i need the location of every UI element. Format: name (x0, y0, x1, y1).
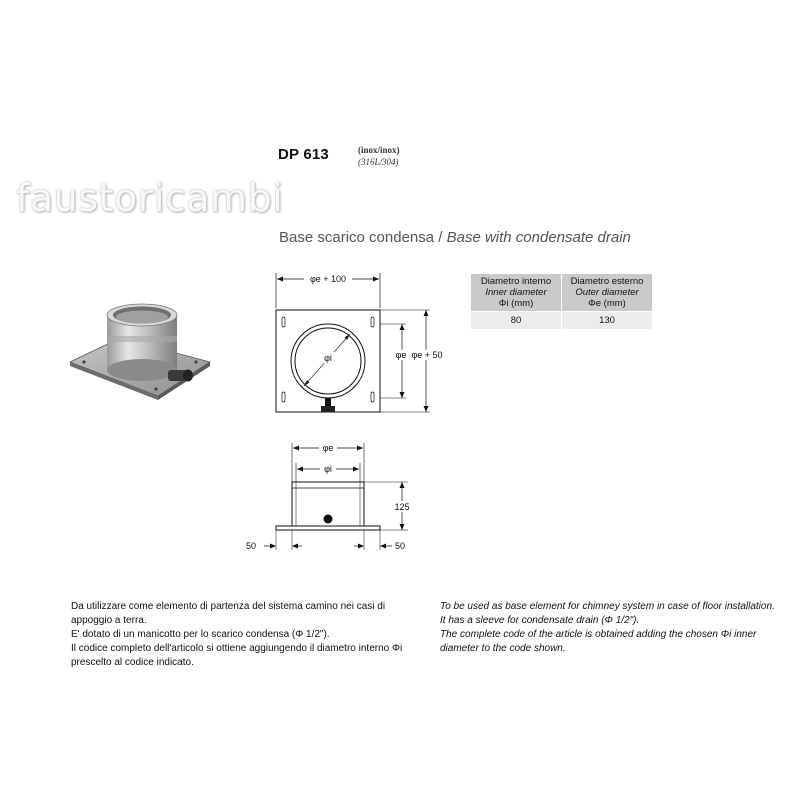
title-en: Base with condensate drain (446, 229, 631, 246)
dim-left-offset: 50 (246, 541, 257, 551)
material-spec: (inox/inox) (358, 145, 400, 155)
side-view-drawing (240, 438, 420, 558)
watermark: faustoricambi (16, 176, 284, 220)
title-separator: / (434, 229, 447, 246)
cell-inner-diameter: 80 (471, 312, 562, 330)
cell-outer-diameter: 130 (562, 312, 653, 330)
product-illustration (62, 290, 222, 415)
dim-right-offset: 50 (395, 541, 406, 551)
dim-side-height: 125 (394, 502, 410, 512)
description-en-1: To be used as base element for chimney system in case of floor installation. (440, 601, 775, 612)
dim-side-inner: φi (324, 464, 332, 474)
description-english (440, 600, 785, 656)
product-title (279, 229, 631, 246)
title-it: Base scarico condensa (279, 229, 435, 246)
table-row (471, 312, 653, 330)
description-it-1: Da utilizzare come elemento di partenza del sistema camino nei casi di appoggio a terra. (71, 601, 386, 626)
dim-circle-inner: φi (324, 353, 332, 363)
description-italian (71, 600, 416, 670)
material-grade: (316L/304) (358, 157, 399, 167)
dim-top-width: φe + 100 (309, 274, 347, 284)
dim-side-outer: φe (322, 443, 334, 453)
description-it-2: E' dotato di un manicotto per lo scarico condensa (Φ 1/2"). (71, 629, 330, 640)
top-view-drawing (268, 268, 448, 428)
description-en-2: It has a sleeve for condensate drain (Φ 1/2"). (440, 615, 640, 626)
product-code: DP 613 (278, 146, 329, 163)
dim-inner-vertical: φe (395, 350, 407, 360)
description-en-3: The complete code of the article is obtained adding the chosen Φi inner diameter to the code shown. (440, 629, 757, 654)
dim-right-height: φe + 50 (411, 350, 443, 360)
description-it-3: Il codice completo dell'articolo si ottiene aggiungendo il diametro interno Φi prescelto al codice indicato. (71, 643, 403, 668)
header-outer-diameter: Diametro esterno Outer diameter Φe (mm) (562, 274, 653, 312)
header-inner-diameter: Diametro interno Inner diameter Φi (mm) (471, 274, 562, 312)
spec-table (470, 273, 653, 330)
